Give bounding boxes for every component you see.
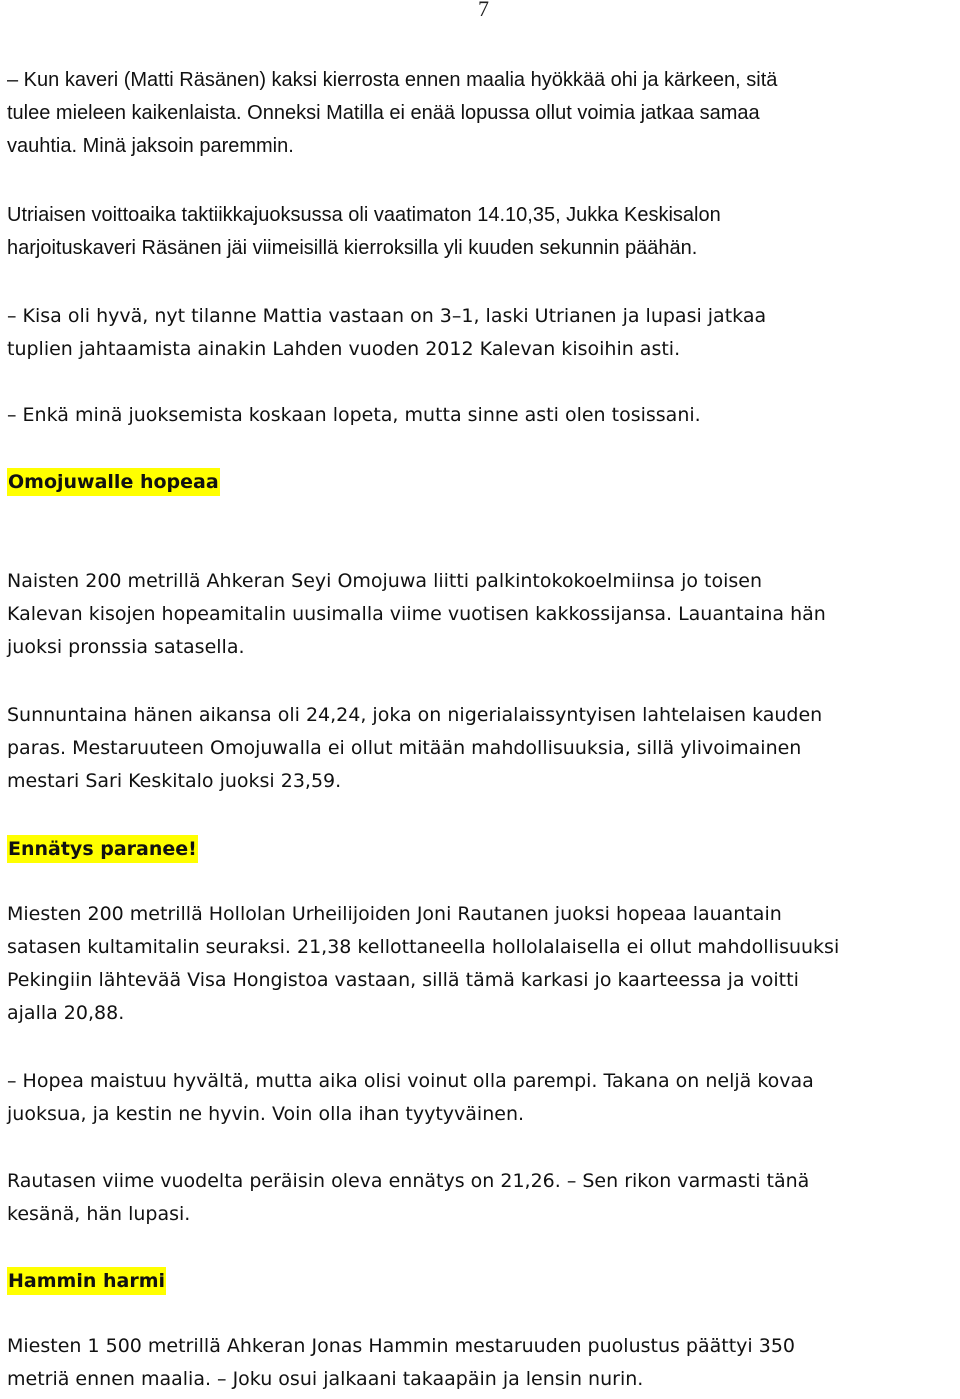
paragraph-naisten-200: Naisten 200 metrillä Ahkeran Seyi Omojuwa liitti palkintokokoelmiinsa jo toisen Kalevan kisojen hopeamitalin uusimalla viime vuotisen kakkossijansa. Lauantaina hän juoksi pronssia satasella. xyxy=(7,570,826,658)
page-number: 7 xyxy=(478,0,489,21)
paragraph-miesten-1500: Miesten 1 500 metrillä Ahkeran Jonas Hammin mestaruuden puolustus päättyi 350 metriä ennen maalia. – Joku osui jalkaani takaapäin ja lensin nurin. xyxy=(7,1335,796,1390)
paragraph-sunnuntaina: Sunnuntaina hänen aikansa oli 24,24, joka on nigerialaissyntyisen lahtelaisen kauden paras. Mestaruuteen Omojuwalla ei ollut mitään mahdollisuuksia, sillä ylivoimainen mestari Sari Keskitalo juoksi 23,59. xyxy=(7,704,823,792)
paragraph-rautasen-ennatys: Rautasen viime vuodelta peräisin oleva ennätys on 21,26. – Sen rikon varmasti tänä kesänä, hän lupasi. xyxy=(7,1170,810,1225)
paragraph-miesten-200: Miesten 200 metrillä Hollolan Urheilijoiden Joni Rautanen juoksi hopeaa lauantain satasen kultamitalin seuraksi. 21,38 kellottaneella hollolalaisella ei ollut mahdollisuuksi Pekingiin lähtevää Visa Hongistoa vastaan, sillä tämä karkasi jo kaarteessa ja voitti ajalla 20,88. xyxy=(7,903,840,1024)
heading-ennatys-paranee: Ennätys paranee! xyxy=(7,835,198,863)
paragraph-quote-kisa: – Kisa oli hyvä, nyt tilanne Mattia vastaan on 3–1, laski Utrianen ja lupasi jatkaa tuplien jahtaamista ainakin Lahden vuoden 2012 Kalevan kisoihin asti. xyxy=(7,305,767,360)
heading-omojuwalle-hopeaa: Omojuwalle hopeaa xyxy=(7,468,220,496)
paragraph-quote-enka: – Enkä minä juoksemista koskaan lopeta, mutta sinne asti olen tosissani. xyxy=(7,404,701,426)
paragraph-utriainen-result: Utriaisen voittoaika taktiikkajuoksussa oli vaatimaton 14.10,35, Jukka Keskisalon harjoituskaveri Räsänen jäi viimeisillä kierroksilla yli kuuden sekunnin päähän. xyxy=(7,204,721,259)
paragraph-quote-hopea: – Hopea maistuu hyvältä, mutta aika olisi voinut olla parempi. Takana on neljä kovaa juoksua, ja kestin ne hyvin. Voin olla ihan tyytyväinen. xyxy=(7,1070,814,1125)
heading-hammin-harmi: Hammin harmi xyxy=(7,1267,166,1295)
paragraph-quote-utriainen: – Kun kaveri (Matti Räsänen) kaksi kierrosta ennen maalia hyökkää ohi ja kärkeen, sitä tulee mieleen kaikenlaista. Onneksi Matilla ei enää lopussa ollut voimia jatkaa samaa vauhtia. Minä jaksoin paremmin. xyxy=(7,69,778,157)
